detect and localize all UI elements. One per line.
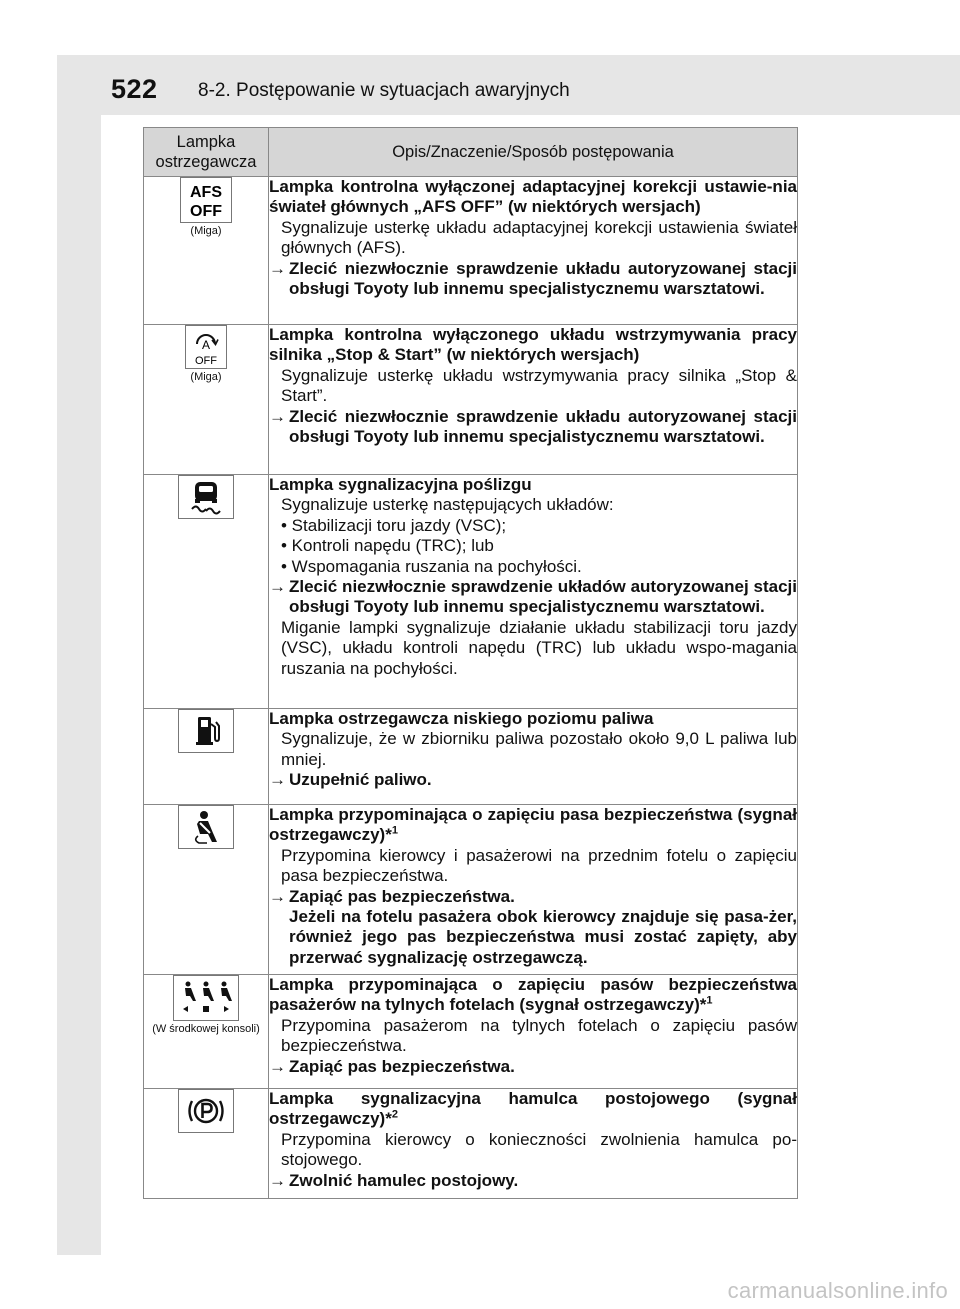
stop-start-icon-letter: A: [201, 338, 211, 352]
lamp-note: Miganie lampki sygnalizuje działanie układu stabilizacji toru jazdy (VSC), układu kontroli napędu (TRC) lub układu wspo-magania ruszania na pochyłości.: [281, 617, 797, 678]
table-row: [144, 475, 798, 709]
description-cell: [269, 1089, 798, 1199]
section-title: 8-2. Postępowanie w sytuacjach awaryjnych: [198, 80, 570, 101]
warning-lamp-table: [143, 127, 798, 1199]
table-header-row: [144, 128, 798, 177]
arrow-icon: →: [269, 406, 286, 426]
description-cell: [269, 805, 798, 975]
seatbelt-icon: [178, 805, 234, 849]
low-fuel-icon: [178, 709, 234, 753]
lamp-action: [269, 887, 797, 907]
table-row: [144, 177, 798, 325]
arrow-icon: →: [269, 258, 286, 278]
lamp-title: Lampka kontrolna wyłączonej adaptacyjnej korekcji ustawie-nia świateł głównych „AFS OFF” (w niektórych wersjach): [269, 177, 797, 217]
description-cell: [269, 975, 798, 1089]
table-row: [144, 709, 798, 805]
lamp-action-extra: Jeżeli na fotelu pasażera obok kierowcy znajduje się pasa-żer, również jego pas bezpieczeństwa musi zostać zapięty, aby przerwać sygnalizację ostrzegawczą.: [289, 907, 797, 967]
lamp-body: Sygnalizuje usterkę układu adaptacyjnej korekcji ustawienia świateł głównych (AFS).: [281, 217, 797, 258]
stop-start-icon-off: OFF: [195, 355, 217, 367]
lamp-action: [269, 407, 797, 448]
footnote-mark: 1: [706, 994, 713, 1007]
list-item: • Stabilizacji toru jazdy (VSC);: [281, 515, 507, 535]
lamp-body: Sygnalizuje usterkę układu wstrzymywania pracy silnika „Stop & Start”.: [281, 365, 797, 406]
lamp-caption: (Miga): [190, 225, 222, 237]
footnote-mark: 1: [391, 824, 398, 837]
action-text: Zlecić niezwłocznie sprawdzenie układów autoryzowanej stacji obsługi Toyoty lub innemu specjalistycznemu warsztatowi.: [289, 577, 797, 617]
arrow-icon: →: [269, 1170, 286, 1190]
header-description: Opis/Znaczenie/Sposób postępowania: [269, 128, 798, 177]
lamp-title: [269, 805, 797, 846]
footnote-mark: 2: [391, 1108, 398, 1121]
action-text: Zapiąć pas bezpieczeństwa.: [289, 886, 515, 906]
table-row: [144, 325, 798, 475]
title-text: Lampka przypominająca o zapięciu pasa bezpieczeństwa (sygnał ostrzegawczy)*: [269, 805, 797, 845]
action-text: Zlecić niezwłocznie sprawdzenie układu autoryzowanej stacji obsługi Toyoty lub innemu specjalistycznemu warsztatowi.: [289, 258, 797, 299]
action-text: Zapiąć pas bezpieczeństwa.: [289, 1056, 515, 1076]
lamp-action: [269, 770, 797, 790]
arrow-icon: →: [269, 577, 286, 597]
rear-seatbelt-icon: [173, 975, 239, 1021]
lamp-cell: [144, 475, 269, 709]
table-row: [144, 1089, 798, 1199]
lamp-action: [269, 259, 797, 300]
afs-icon-text-1: AFS: [190, 184, 222, 201]
lamp-cell: [144, 177, 269, 325]
arrow-icon: →: [269, 770, 286, 790]
lamp-title: Lampka kontrolna wyłączonego układu wstrzymywania pracy silnika „Stop & Start” (w niektórych wersjach): [269, 325, 797, 365]
lamp-title: Lampka sygnalizacyjna poślizgu: [269, 475, 532, 494]
description-cell: [269, 709, 798, 805]
arrow-icon: →: [269, 886, 286, 906]
table-row: [144, 805, 798, 975]
lamp-title: Lampka ostrzegawcza niskiego poziomu paliwa: [269, 709, 654, 728]
parking-brake-icon: [178, 1089, 234, 1133]
lamp-cell: [144, 805, 269, 975]
description-cell: [269, 325, 798, 475]
side-strip: [57, 55, 101, 1255]
lamp-title: [269, 975, 797, 1016]
header-lamp: Lampka ostrzegawcza: [144, 128, 269, 177]
title-text: Lampka sygnalizacyjna hamulca postojowego (sygnał ostrzegawczy)*: [269, 1089, 797, 1129]
afs-off-icon: [180, 177, 232, 223]
title-text: Lampka przypominająca o zapięciu pasów bezpieczeństwa pasażerów na tylnych fotelach (sygnał ostrzegawczy)*: [269, 975, 797, 1015]
lamp-caption: (W środkowej konsoli): [152, 1023, 260, 1035]
action-text: Zwolnić hamulec postojowy.: [289, 1170, 519, 1190]
lamp-cell: [144, 325, 269, 475]
lamp-action: [269, 1057, 797, 1077]
lamp-body: Przypomina pasażerom na tylnych fotelach o zapięciu pasów bezpieczeństwa.: [281, 1015, 797, 1056]
lamp-cell: [144, 975, 269, 1089]
list-item: • Kontroli napędu (TRC); lub: [281, 536, 494, 556]
lamp-body: Przypomina kierowcy i pasażerowi na przednim fotelu o zapięciu pasa bezpieczeństwa.: [281, 845, 797, 886]
action-text: Zlecić niezwłocznie sprawdzenie układu autoryzowanej stacji obsługi Toyoty lub innemu specjalistycznemu warsztatowi.: [289, 406, 797, 447]
lamp-cell: [144, 1089, 269, 1199]
stop-start-off-icon: [185, 325, 227, 369]
lamp-action: [269, 1171, 797, 1191]
lamp-body: Przypomina kierowcy o konieczności zwolnienia hamulca po-stojowego.: [281, 1129, 797, 1170]
lamp-title: [269, 1089, 797, 1130]
description-cell: [269, 475, 798, 709]
action-text: Uzupełnić paliwo.: [289, 770, 432, 790]
page-number: 522: [111, 74, 158, 104]
lamp-caption: (Miga): [190, 371, 222, 383]
lamp-body: Sygnalizuje, że w zbiorniku paliwa pozostało około 9,0 L paliwa lub mniej.: [281, 729, 797, 769]
lamp-body: Sygnalizuje usterkę następujących układów:: [281, 495, 614, 515]
arrow-icon: →: [269, 1056, 286, 1076]
watermark: carmanualsonline.info: [727, 1278, 948, 1303]
table-row: [144, 975, 798, 1089]
lamp-action: [269, 577, 797, 618]
afs-icon-text-2: OFF: [190, 203, 222, 220]
list-item: • Wspomagania ruszania na pochyłości.: [281, 556, 582, 576]
description-cell: [269, 177, 798, 325]
slip-indicator-icon: [178, 475, 234, 519]
lamp-cell: [144, 709, 269, 805]
